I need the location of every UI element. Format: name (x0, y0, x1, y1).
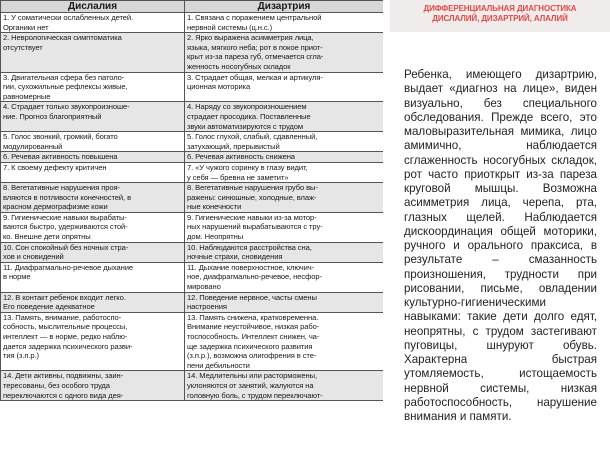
cell-dyslalia: 5. Голос звонкий, громкий, богато модулированный (1, 132, 185, 152)
table-row (1, 312, 384, 371)
cell-dyslalia: 8. Вегетативные нарушения проя- вляются в потливости конечностей, в красном дермографизме кожи (1, 183, 185, 213)
cell-dyslalia: 6. Речевая активность повышена (1, 152, 185, 163)
cell-dysarthria: 13. Память снижена, кратковременна. Внимание неустойчивое, низкая рабо- тоспособность. Интеллект снижен, ча- ще задержка психического развития (з.п.р.), возможна олигофрения в сте- пени дебильности (185, 312, 384, 371)
table-row (1, 13, 384, 33)
cell-dyslalia: 9. Гигиенические навыки вырабаты- ваются быстро, удерживаются стой- ко. Внешне дети опрятны (1, 212, 185, 242)
cell-dyslalia: 3. Двигательная сфера без патоло- гии, сухожильные рефлексы живые, равномерные (1, 72, 185, 102)
cell-dysarthria: 11. Дыхание поверхностное, ключич- ное, диафрагмально-речевое, несфор- мировано (185, 262, 384, 292)
table-row (1, 292, 384, 312)
table-row (1, 33, 384, 72)
description-paragraph: Ребенка, имеющего дизартрию, выдает «диагноз на лице», виден визуально, без специального обследования. Прежде всего, это маловыразительная мимика, лицо амимично, наблюдается сглаженность носогубных складок, рот часто приоткрыт из-за пареза круговой мышцы. Возможна асимметрия лица, черепа, рта, глазных щелей. Наблюдается дискоординация общей моторики, ручного и орального праксиса, в результате – смазанность произношения, трудности при рисовании, письме, овладении культурно-гигиеническими навыками: такие дети долго едят, неопрятны, с трудом застегивают пуговицы, шнуруют обувь. Характерна быстрая утомляемость, истощаемость нервной системы, низкая работоспособность, нарушение внимания и памяти. (404, 68, 597, 423)
cell-dysarthria: 9. Гигиенические навыки из-за мотор- ных нарушений вырабатываются с тру- дом. Неопрятны (185, 212, 384, 242)
table-header-row (1, 1, 384, 13)
cell-dysarthria: 6. Речевая активность снижена (185, 152, 384, 163)
cell-dyslalia: 7. К своему дефекту критичен (1, 162, 185, 182)
cell-dysarthria: 8. Вегетативные нарушения грубо вы- ражены: синюшные, холодные, влаж- ные конечности (185, 183, 384, 213)
cell-dyslalia: 10. Сон спокойный без ночных стра- хов и сновидений (1, 242, 185, 262)
cell-dyslalia: 1. У соматически ослабленных детей. Органики нет (1, 13, 185, 33)
header-dysarthria: Дизартрия (185, 1, 384, 13)
cell-dysarthria: 4. Наряду со звукопроизношением страдает просодика. Поставленные звуки автоматизируются с трудом (185, 102, 384, 132)
cell-dysarthria: 12. Поведение нервное, часты смены настроения (185, 292, 384, 312)
table-row (1, 162, 384, 182)
cell-dyslalia: 11. Диафрагмально-речевое дыхание в норме (1, 262, 185, 292)
cell-dysarthria: 3. Страдает общая, мелкая и артикуля- ционная моторика (185, 72, 384, 102)
cell-dysarthria: 1. Связана с поражением центральной нервной системы (ц.н.с.) (185, 13, 384, 33)
table-body (1, 13, 384, 401)
cell-dysarthria: 14. Медлительны или расторможены, уклоняются от занятий, жалуются на головную боль, с трудом переключают- (185, 371, 384, 401)
cell-dysarthria: 5. Голос глухой, слабый, сдавленный, затухающий, прерывистый (185, 132, 384, 152)
table-row (1, 152, 384, 163)
table-row (1, 72, 384, 102)
cell-dyslalia: 14. Дети активны, подвижны, заин- тересованы, без особого труда переключаются с одного вида дея- (1, 371, 185, 401)
table-row (1, 102, 384, 132)
cell-dysarthria: 2. Ярко выражена асимметрия лица, языка, мягкого неба; рот в покое приот- крыт из-за пареза губ, отмечается сгла- женность носогубных складок (185, 33, 384, 72)
section-title: ДИФФЕРЕНЦИАЛЬНАЯ ДИАГНОСТИКА ДИСЛАЛИЙ, ДИЗАРТРИЙ, АЛАЛИЙ (390, 0, 610, 32)
table-row (1, 212, 384, 242)
cell-dyslalia: 4. Страдает только звукопроизноше- ние. Прогноз благоприятный (1, 102, 185, 132)
table-row (1, 371, 384, 401)
table-row (1, 242, 384, 262)
table-row (1, 183, 384, 213)
cell-dyslalia: 2. Неврологическая симптоматика отсутствует (1, 33, 185, 72)
table-row (1, 132, 384, 152)
cell-dysarthria: 10. Наблюдаются расстройства сна, ночные страхи, сновидения (185, 242, 384, 262)
cell-dyslalia: 13. Память, внимание, работоспо- собность, мыслительные процессы, интеллект — в норме, редко наблю- дается задержка психического разви- тия (з.п.р.) (1, 312, 185, 371)
header-dyslalia: Дислалия (1, 1, 185, 13)
cell-dysarthria: 7. «У чужого соринку в глазу видит, у себя — бревна не заметит» (185, 162, 384, 182)
cell-dyslalia: 12. В контакт ребенок входит легко. Его поведение адекватное (1, 292, 185, 312)
table-row (1, 262, 384, 292)
